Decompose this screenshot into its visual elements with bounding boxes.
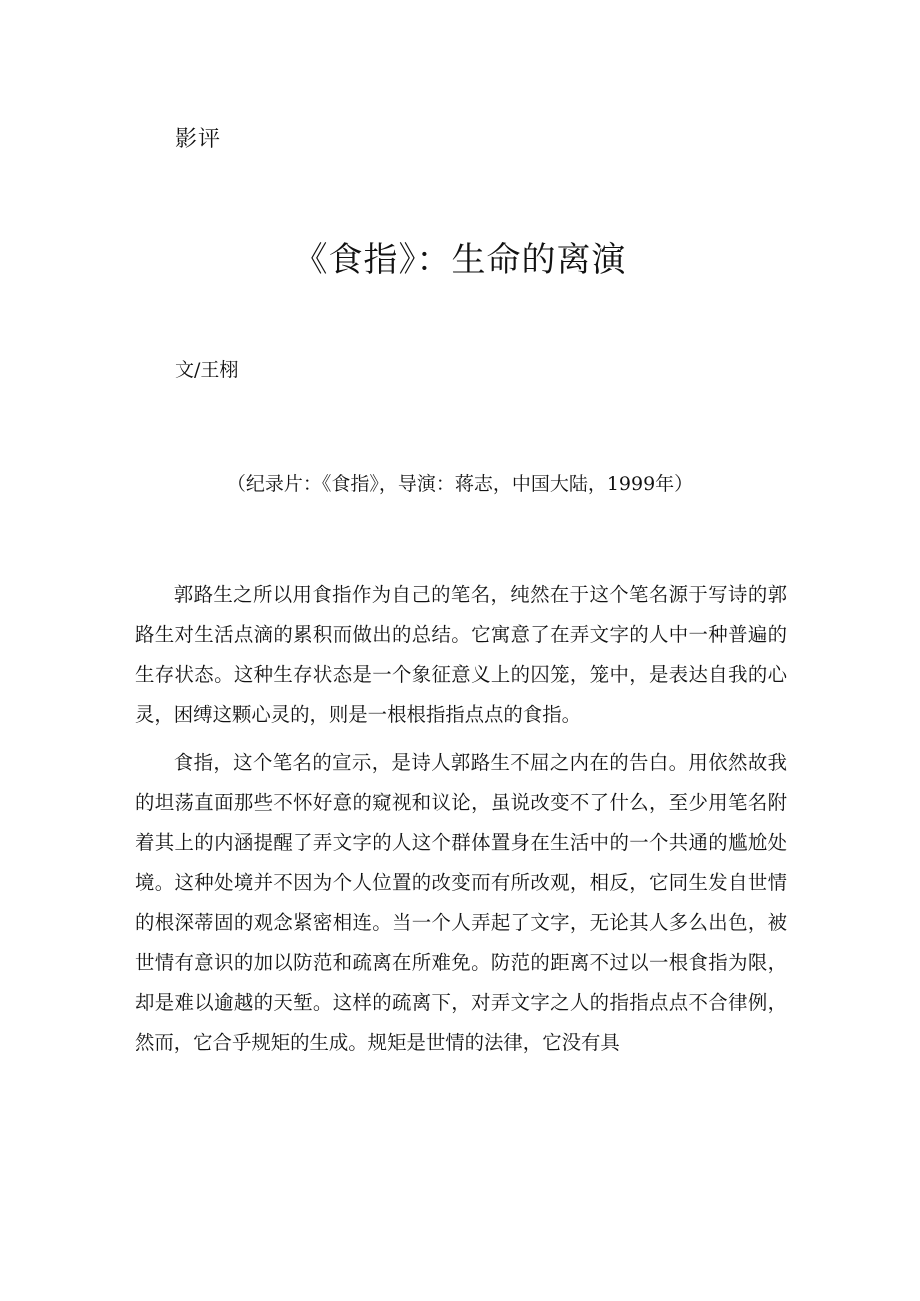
article-title: 《食指》：生命的离演	[293, 240, 627, 280]
article-body	[135, 575, 787, 1063]
paragraph-1: 郭路生之所以用食指作为自己的笔名，纯然在于这个笔名源于写诗的郭路生对生活点滴的累积而做出的总结。它寓意了在弄文字的人中一种普遍的生存状态。这种生存状态是一个象征意义上的囚笼，笼中，是表达自我的心灵，困缚这颗心灵的，则是一根根指指点点的食指。	[135, 583, 787, 726]
author-byline: 文/王栩	[175, 359, 239, 381]
film-info: （纪录片：《食指》，导演：蒋志，中国大陆，1999年）	[226, 473, 694, 495]
category-label: 影评	[175, 127, 222, 152]
paragraph-2: 食指，这个笔名的宣示，是诗人郭路生不屈之内在的告白。用依然故我的坦荡直面那些不怀好意的窥视和议论，虽说改变不了什么，至少用笔名附着其上的内涵提醒了弄文字的人这个群体置身在生活中的一个共通的尴尬处境。这种处境并不因为个人位置的改变而有所改观，相反，它同生发自世情的根深蒂固的观念紧密相连。当一个人弄起了文字，无论其人多么出色，被世情有意识的加以防范和疏离在所难免。防范的距离不过以一根食指为限，却是难以逾越的天堑。这样的疏离下，对弄文字之人的指指点点不合律例，然而，它合乎规矩的生成。规矩是世情的法律，它没有具	[135, 751, 787, 1054]
